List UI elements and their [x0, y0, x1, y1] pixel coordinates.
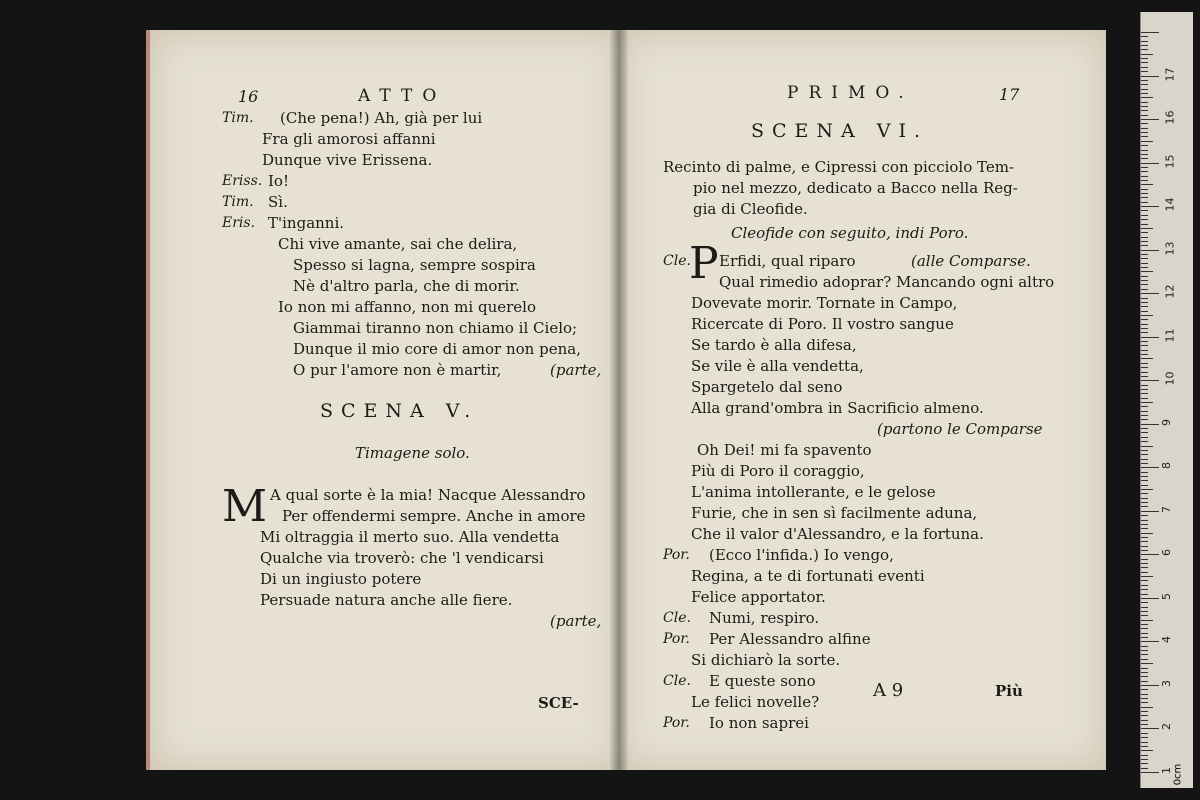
setting-line: gia di Cleofide.	[693, 200, 808, 218]
ruler-tick	[1141, 380, 1159, 381]
ruler-tick	[1141, 742, 1148, 743]
ruler-tick	[1141, 463, 1148, 464]
ruler-tick	[1141, 254, 1148, 255]
running-header-right: PRIMO.	[787, 83, 914, 103]
verse-line: Qual rimedio adoprar? Mancando ogni altro	[719, 273, 1055, 291]
ruler-tick	[1141, 467, 1159, 468]
aria-line: Chi vive amante, sai che delira,	[278, 235, 518, 253]
ruler-tick	[1141, 206, 1159, 207]
ruler-tick	[1141, 141, 1153, 142]
ruler-tick	[1141, 654, 1148, 655]
ruler-tick	[1141, 337, 1159, 338]
ruler-tick	[1141, 728, 1159, 729]
ruler-tick	[1141, 115, 1148, 116]
verse-line: Si dichiarò la sorte.	[691, 651, 841, 669]
ruler-tick	[1141, 210, 1148, 211]
ruler-tick	[1141, 276, 1148, 277]
page-number-left: 16	[238, 87, 259, 106]
ruler-tick	[1141, 280, 1148, 281]
ruler-tick	[1141, 258, 1148, 259]
verse-line: Se tardo è alla difesa,	[691, 336, 857, 354]
ruler-tick	[1141, 454, 1148, 455]
setting-line: pio nel mezzo, dedicato a Bacco nella Reg-	[693, 179, 1018, 197]
ruler-tick	[1141, 598, 1159, 599]
verse-line: A qual sorte è la mia! Nacque Alessandro	[270, 486, 586, 504]
ruler-tick	[1141, 450, 1148, 451]
ruler-tick	[1141, 546, 1148, 547]
scene-subtitle: Timagene solo.	[355, 444, 470, 462]
ruler-tick	[1141, 576, 1153, 577]
ruler-tick	[1141, 311, 1148, 312]
page-number-right: 17	[999, 85, 1020, 104]
ruler-tick	[1141, 110, 1148, 111]
ruler-tick	[1141, 476, 1148, 477]
ruler-tick	[1141, 772, 1159, 773]
verse-line: Che il valor d'Alessandro, e la fortuna.	[691, 525, 984, 543]
verse-line: Alla grand'ombra in Sacrificio almeno.	[691, 399, 984, 417]
ruler-tick	[1141, 402, 1153, 403]
exit-direction: (partono le Comparse	[877, 420, 1043, 438]
ruler-tick	[1141, 176, 1148, 177]
ruler-tick	[1141, 707, 1153, 708]
ruler-tick	[1141, 123, 1148, 124]
ruler-tick	[1141, 71, 1148, 72]
verse-line: Le felici novelle?	[691, 693, 820, 711]
ruler-tick	[1141, 393, 1148, 394]
ruler-tick	[1141, 306, 1148, 307]
ruler-tick	[1141, 628, 1148, 629]
ruler-tick	[1141, 459, 1148, 460]
ruler-tick	[1141, 489, 1153, 490]
aside-direction: (alle Comparse.	[911, 252, 1031, 270]
ruler-tick	[1141, 363, 1148, 364]
scene-title: SCENA VI.	[751, 120, 929, 142]
ruler-tick	[1141, 633, 1148, 634]
ruler-number: 12	[1163, 284, 1177, 299]
signature-mark: A 9	[873, 680, 904, 701]
ruler-tick	[1141, 493, 1148, 494]
ruler-tick	[1141, 163, 1159, 164]
speaker: Eriss.	[222, 173, 263, 189]
scene-title: SCENA V.	[320, 400, 479, 422]
ruler-tick	[1141, 520, 1148, 521]
ruler-tick	[1141, 472, 1148, 473]
ruler-tick	[1141, 724, 1148, 725]
verse-line: Se vile è alla vendetta,	[691, 357, 864, 375]
verse-line: Dunque vive Erissena.	[262, 151, 433, 169]
speaker: Por.	[663, 631, 690, 647]
speaker: Tim.	[222, 110, 254, 126]
ruler-number: 4	[1160, 636, 1173, 644]
ruler-tick	[1141, 589, 1148, 590]
speaker: Tim.	[222, 194, 254, 210]
ruler-number: 11	[1163, 328, 1177, 343]
ruler-tick	[1141, 650, 1148, 651]
ruler-tick	[1141, 759, 1148, 760]
speaker: Cle.	[663, 610, 691, 626]
ruler-tick	[1141, 502, 1148, 503]
running-header-left: ATTO	[358, 86, 447, 106]
speaker: Eris.	[222, 215, 256, 231]
ruler-number: 14	[1163, 197, 1177, 212]
ruler-tick	[1141, 102, 1148, 103]
ruler-tick	[1141, 428, 1148, 429]
ruler-tick	[1141, 676, 1148, 677]
ruler-tick	[1141, 554, 1159, 555]
ruler-tick	[1141, 332, 1148, 333]
ruler-tick	[1141, 668, 1148, 669]
ruler-tick	[1141, 528, 1148, 529]
ruler-tick	[1141, 132, 1148, 133]
verse-line: Per offendermi sempre. Anche in amore	[282, 507, 586, 525]
ruler-tick	[1141, 62, 1148, 63]
verse-line: Sì.	[268, 193, 288, 211]
ruler-tick	[1141, 372, 1148, 373]
ruler-tick	[1141, 437, 1148, 438]
ruler-tick	[1141, 180, 1148, 181]
ruler-number: 16	[1163, 110, 1177, 125]
catchword: Più	[995, 682, 1023, 700]
ruler-tick	[1141, 763, 1148, 764]
ruler-number: 10	[1163, 371, 1177, 386]
speaker: Cle.	[663, 253, 691, 269]
setting-line: Recinto di palme, e Cipressi con picciolo Tem-	[663, 158, 1015, 176]
ruler-tick	[1141, 768, 1148, 769]
ruler-tick	[1141, 202, 1148, 203]
aria-line: Spesso si lagna, sempre sospira	[293, 256, 536, 274]
ruler-tick	[1141, 733, 1148, 734]
ruler-tick	[1141, 184, 1153, 185]
measuring-ruler	[1140, 12, 1193, 788]
ruler-tick	[1141, 189, 1148, 190]
ruler-tick	[1141, 537, 1148, 538]
aria-line: Giammai tiranno non chiamo il Cielo;	[293, 319, 578, 337]
ruler-tick	[1141, 350, 1148, 351]
ruler-tick	[1141, 45, 1148, 46]
ruler-tick	[1141, 67, 1148, 68]
ruler-tick	[1141, 84, 1148, 85]
verse-line: Io non saprei	[709, 714, 809, 732]
ruler-tick	[1141, 432, 1148, 433]
ruler-tick	[1141, 641, 1159, 642]
left-page	[146, 30, 623, 770]
verse-line: Ricercate di Poro. Il vostro sangue	[691, 315, 954, 333]
verse-line: Di un ingiusto potere	[260, 570, 422, 588]
ruler-tick	[1141, 367, 1148, 368]
ruler-number: 7	[1160, 505, 1173, 513]
ruler-tick	[1141, 624, 1148, 625]
ruler-tick	[1141, 398, 1148, 399]
ruler-number: 1	[1160, 767, 1173, 774]
ruler-tick	[1141, 263, 1148, 264]
ruler-tick	[1141, 319, 1148, 320]
ruler-tick	[1141, 620, 1153, 621]
ruler-tick	[1141, 250, 1159, 251]
ruler-number: 6	[1160, 549, 1173, 557]
drop-cap: P	[689, 238, 719, 289]
ruler-tick	[1141, 685, 1159, 686]
ruler-tick	[1141, 694, 1148, 695]
ruler-tick	[1141, 441, 1148, 442]
ruler-tick	[1141, 219, 1148, 220]
ruler-tick	[1141, 498, 1148, 499]
ruler-tick	[1141, 232, 1148, 233]
aria-line: Io non mi affanno, non mi querelo	[278, 298, 536, 316]
ruler-tick	[1141, 224, 1148, 225]
aria-line: O pur l'amore non è martir,	[293, 361, 502, 379]
verse-line: Furie, che in sen sì facilmente aduna,	[691, 504, 978, 522]
exit-direction: (parte,	[550, 361, 602, 379]
ruler-tick	[1141, 197, 1148, 198]
ruler-tick	[1141, 80, 1148, 81]
verse-line: Fra gli amorosi affanni	[262, 130, 436, 148]
ruler-tick	[1141, 506, 1148, 507]
ruler-tick	[1141, 572, 1148, 573]
ruler-tick	[1141, 663, 1153, 664]
ruler-tick	[1141, 567, 1148, 568]
ruler-tick	[1141, 315, 1153, 316]
verse-line: T'inganni.	[268, 214, 345, 232]
exit-direction: (parte,	[550, 612, 602, 630]
ruler-tick	[1141, 171, 1148, 172]
ruler-tick	[1141, 302, 1148, 303]
verse-line: Regina, a te di fortunati eventi	[691, 567, 925, 585]
ruler-unit: 0cm	[1172, 763, 1184, 786]
ruler-tick	[1141, 637, 1148, 638]
drop-cap: M	[222, 481, 268, 532]
ruler-tick	[1141, 415, 1148, 416]
ruler-number: 8	[1160, 462, 1173, 470]
verse-line: (Ecco l'infida.) Io vengo,	[709, 546, 894, 564]
right-page	[619, 30, 1106, 770]
ruler-tick	[1141, 607, 1148, 608]
ruler-tick	[1141, 293, 1159, 294]
ruler-tick	[1141, 228, 1153, 229]
ruler-tick	[1141, 106, 1148, 107]
ruler-tick	[1141, 93, 1148, 94]
ruler-tick	[1141, 541, 1148, 542]
ruler-tick	[1141, 563, 1148, 564]
ruler-tick	[1141, 585, 1148, 586]
ruler-tick	[1141, 76, 1159, 77]
ruler-tick	[1141, 550, 1148, 551]
ruler-tick	[1141, 324, 1148, 325]
ruler-tick	[1141, 580, 1148, 581]
ruler-tick	[1141, 659, 1148, 660]
speaker: Por.	[663, 547, 690, 563]
ruler-tick	[1141, 524, 1148, 525]
ruler-tick	[1141, 289, 1148, 290]
ruler-tick	[1141, 328, 1148, 329]
ruler-tick	[1141, 376, 1148, 377]
ruler-tick	[1141, 241, 1148, 242]
ruler-tick	[1141, 698, 1148, 699]
verse-line: Oh Dei! mi fa spavento	[697, 441, 872, 459]
ruler-tick	[1141, 515, 1148, 516]
ruler-tick	[1141, 237, 1148, 238]
ruler-tick	[1141, 602, 1148, 603]
ruler-tick	[1141, 406, 1148, 407]
ruler-tick	[1141, 511, 1159, 512]
catchword: SCE-	[538, 694, 579, 712]
ruler-tick	[1141, 419, 1148, 420]
ruler-tick	[1141, 533, 1153, 534]
ruler-tick	[1141, 715, 1148, 716]
ruler-tick	[1141, 615, 1148, 616]
stage-direction: Cleofide con seguito, indi Poro.	[731, 224, 969, 242]
ruler-tick	[1141, 345, 1148, 346]
aria-line: Dunque il mio core di amor non pena,	[293, 340, 581, 358]
verse-line: Numi, respiro.	[709, 609, 820, 627]
ruler-tick	[1141, 154, 1148, 155]
ruler-tick	[1141, 702, 1148, 703]
verse-line: Mi oltraggia il merto suo. Alla vendetta	[260, 528, 560, 546]
ruler-tick	[1141, 389, 1148, 390]
ruler-tick	[1141, 611, 1148, 612]
ruler-tick	[1141, 354, 1148, 355]
ruler-tick	[1141, 385, 1148, 386]
ruler-tick	[1141, 215, 1148, 216]
ruler-tick	[1141, 41, 1148, 42]
ruler-tick	[1141, 559, 1148, 560]
ruler-tick	[1141, 158, 1148, 159]
ruler-tick	[1141, 341, 1148, 342]
ruler-tick	[1141, 446, 1153, 447]
ruler-tick	[1141, 594, 1148, 595]
ruler-number: 13	[1163, 241, 1177, 256]
verse-line: Qualche via troverò: che 'l vendicarsi	[260, 549, 544, 567]
ruler-tick	[1141, 49, 1148, 50]
speaker: Cle.	[663, 673, 691, 689]
aria-line: Nè d'altro parla, che di morir.	[293, 277, 520, 295]
ruler-tick	[1141, 32, 1159, 33]
ruler-tick	[1141, 267, 1148, 268]
book-gutter	[610, 30, 628, 770]
ruler-tick	[1141, 358, 1153, 359]
verse-line: (Che pena!) Ah, già per lui	[280, 109, 483, 127]
ruler-tick	[1141, 150, 1148, 151]
ruler-number: 3	[1160, 679, 1173, 687]
ruler-tick	[1141, 424, 1159, 425]
ruler-number: 9	[1160, 418, 1173, 426]
ruler-tick	[1141, 193, 1148, 194]
verse-line: Io!	[268, 172, 289, 190]
ruler-tick	[1141, 97, 1153, 98]
verse-line: Dovevate morir. Tornate in Campo,	[691, 294, 958, 312]
ruler-tick	[1141, 136, 1148, 137]
ruler-tick	[1141, 746, 1148, 747]
ruler-tick	[1141, 485, 1148, 486]
ruler-number: 15	[1163, 154, 1177, 169]
ruler-tick	[1141, 89, 1148, 90]
ruler-tick	[1141, 284, 1148, 285]
ruler-number: 5	[1160, 592, 1173, 600]
ruler-tick	[1141, 54, 1153, 55]
ruler-tick	[1141, 271, 1153, 272]
verse-line: E queste sono	[709, 672, 816, 690]
ruler-tick	[1141, 36, 1148, 37]
verse-line: Per Alessandro alfine	[709, 630, 871, 648]
ruler-tick	[1141, 480, 1148, 481]
ruler-tick	[1141, 681, 1148, 682]
verse-line: Persuade natura anche alle fiere.	[260, 591, 513, 609]
ruler-tick	[1141, 720, 1148, 721]
verse-line: Erfidi, qual riparo	[719, 252, 856, 270]
ruler-tick	[1141, 689, 1148, 690]
verse-line: Più di Poro il coraggio,	[691, 462, 865, 480]
verse-line: Spargetelo dal seno	[691, 378, 843, 396]
ruler-tick	[1141, 128, 1148, 129]
ruler-tick	[1141, 755, 1148, 756]
ruler-tick	[1141, 245, 1148, 246]
verse-line: Felice apportator.	[691, 588, 826, 606]
open-book	[140, 30, 1110, 778]
ruler-tick	[1141, 411, 1148, 412]
ruler-number: 2	[1160, 723, 1173, 731]
ruler-tick	[1141, 711, 1148, 712]
verse-line: L'anima intollerante, e le gelose	[691, 483, 936, 501]
ruler-tick	[1141, 119, 1159, 120]
ruler-tick	[1141, 750, 1153, 751]
ruler-tick	[1141, 737, 1148, 738]
ruler-tick	[1141, 298, 1148, 299]
ruler-tick	[1141, 145, 1148, 146]
ruler-tick	[1141, 58, 1148, 59]
ruler-tick	[1141, 167, 1148, 168]
ruler-number: 17	[1163, 67, 1177, 82]
ruler-tick	[1141, 646, 1148, 647]
ruler-tick	[1141, 672, 1148, 673]
speaker: Por.	[663, 715, 690, 731]
